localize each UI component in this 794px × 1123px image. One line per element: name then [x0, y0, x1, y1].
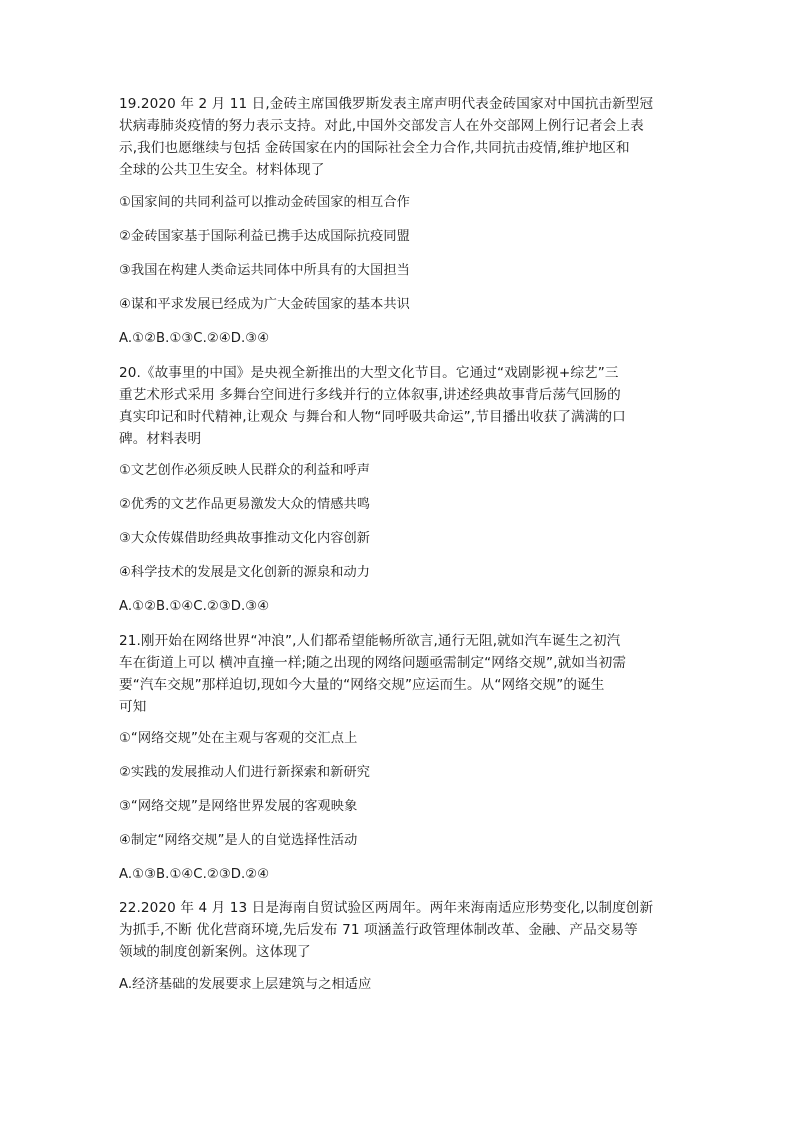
q21-statement-2: ②实践的发展推动人们进行新探索和新研究	[119, 765, 371, 780]
q21-statement-3: ③“网络交规”是网络世界发展的客观映象	[119, 799, 358, 814]
q19-choices: A.①②B.①③C.②④D.③④	[119, 331, 270, 346]
q20-stem-line-2: 重艺术形式采用 多舞台空间进行多线并行的立体叙事,讲述经典故事背后荡气回肠的	[119, 387, 621, 403]
q19-stem-line-3: 示,我们也愿继续与包括 金砖国家在内的国际社会全力合作,共同抗击疫情,维护地区和	[119, 140, 630, 156]
q20-statement-4: ④科学技术的发展是文化创新的源泉和动力	[119, 565, 371, 580]
q20-statement-2: ②优秀的文艺作品更易激发大众的情感共鸣	[119, 497, 371, 512]
q22-stem-line-1: 22.2020 年 4 月 13 日是海南自贸试验区两周年。两年来海南适应形势变化,以制度创新	[119, 900, 654, 916]
q20-stem-line-4: 碑。材料表明	[119, 431, 202, 447]
q19-stem-line-4: 全球的公共卫生安全。材料体现了	[119, 162, 325, 178]
q19-statement-3: ③我国在构建人类命运共同体中所具有的大国担当	[119, 263, 410, 278]
q19-statement-4: ④谋和平求发展已经成为广大金砖国家的基本共识	[119, 297, 410, 312]
q19-stem-line-1: 19.2020 年 2 月 11 日,金砖主席国俄罗斯发表主席声明代表金砖国家对中国抗击新型冠	[119, 96, 654, 112]
q21-stem-line-1: 21.刚开始在网络世界“冲浪”,人们都希望能畅所欲言,通行无阻,就如汽车诞生之初汽	[119, 633, 621, 649]
q19-statement-2: ②金砖国家基于国际利益已携手达成国际抗疫同盟	[119, 229, 410, 244]
q20-stem-line-1: 20.《故事里的中国》是央视全新推出的大型文化节目。它通过“戏剧影视+综艺”三	[119, 365, 619, 381]
q22-stem-line-2: 为抓手,不断 优化营商环境,先后发布 71 项涵盖行政管理体制改革、金融、产品交易等	[119, 922, 638, 938]
q21-statement-1: ①“网络交规”处在主观与客观的交汇点上	[119, 731, 358, 746]
q22-choice-a: A.经济基础的发展要求上层建筑与之相适应	[119, 977, 372, 992]
q19-statement-1: ①国家间的共同利益可以推动金砖国家的相互合作	[119, 195, 410, 210]
q21-stem-line-2: 车在街道上可以 横冲直撞一样;随之出现的网络问题亟需制定“网络交规”,就如当初需	[119, 655, 627, 671]
q20-statement-3: ③大众传媒借助经典故事推动文化内容创新	[119, 531, 371, 546]
q19-stem-line-2: 状病毒肺炎疫情的努力表示支持。对此,中国外交部发言人在外交部网上例行记者会上表	[119, 118, 644, 134]
q21-statement-4: ④制定“网络交规”是人的自觉选择性活动	[119, 833, 358, 848]
q20-statement-1: ①文艺创作必须反映人民群众的利益和呼声	[119, 463, 371, 478]
q21-stem-line-4: 可知	[119, 699, 147, 715]
q22-stem-line-3: 领域的制度创新案例。这体现了	[119, 944, 311, 960]
q20-choices: A.①②B.①④C.②③D.③④	[119, 599, 270, 614]
q20-stem-line-3: 真实印记和时代精神,让观众 与舞台和人物“同呼吸共命运”,节目播出收获了满满的口	[119, 409, 626, 425]
q21-stem-line-3: 要“汽车交规”那样迫切,现如今大量的“网络交规”应运而生。从“网络交规”的诞生	[119, 677, 605, 693]
q21-choices: A.①③B.①④C.②③D.②④	[119, 867, 270, 882]
